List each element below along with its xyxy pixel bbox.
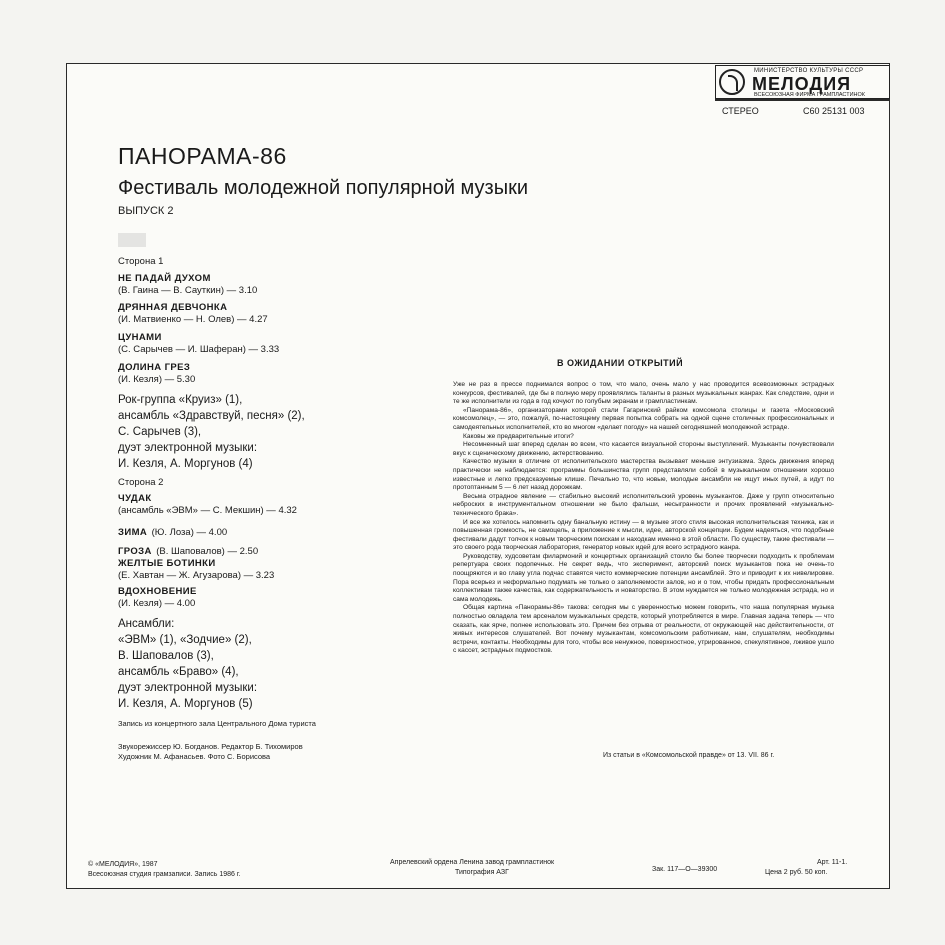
issue-number: ВЫПУСК 2 xyxy=(118,205,174,217)
article-paragraph: Несомненный шаг вперед сделан во всем, что касается визуальной стороны выступлений. Музыканты почувствовали вкус к сценическому движению, актерствованию. xyxy=(453,441,834,457)
melodiya-logo xyxy=(715,65,890,99)
performer-line: Ансамбли: xyxy=(118,618,175,630)
performer-line: ансамбль «Здравствуй, песня» (2), xyxy=(118,410,305,422)
production-credit: Звукорежиссер Ю. Богданов. Редактор Б. Тихомиров xyxy=(118,742,303,751)
article-source: Из статьи в «Комсомольской правде» от 13. VII. 86 г. xyxy=(603,752,775,759)
order-number: Зак. 117—О—39300 xyxy=(652,866,718,873)
ministry-line: МИНИСТЕРСТВО КУЛЬТУРЫ СССР xyxy=(754,68,864,74)
article-paragraph: Весьма отрадное явление — стабильно высокий исполнительский уровень музыкантов. Даже у групп относительно неброских в инструментальном отношении не было фальши, несыгранности и прочих проявлений «музыкально-технического брака». xyxy=(453,492,834,517)
article-paragraph: Руководству, худсоветам филармоний и концертных организаций стоило бы более творчески подходить к проблемам репертуара своих подопечных. Не секрет ведь, что эксперимент, авторский поиск музыкантов пока не очень-то поощряются и во главу угла подчас ставятся чисто коммерческие потенции ансамблей. Это и приводит к их нивелировке. Пора всерьез и неформально подумать не только о заполняемости залов, но и о том, чтобы придать профессиональным коллективам также качества, как содержательность и новаторство. В этом нуждается не только молодежная эстрада, но и сама молодежь. xyxy=(453,552,834,603)
performer-line: И. Кезля, А. Моргунов (4) xyxy=(118,458,253,470)
article-number: Арт. 11-1. xyxy=(817,859,848,866)
track-credit: (В. Гаина — В. Сауткин) — 3.10 xyxy=(118,285,258,296)
production-credit: Художник М. Афанасьев. Фото С. Борисова xyxy=(118,752,271,761)
article-paragraph: И все же хотелось напомнить одну банальную истину — в музыке этого стиля высокая исполнительская техника, как и повышенная громкость, не самоцель, а приложение к мысли, идее, авторской концепции. Будем надеяться, что подобные фестивали дадут толчок к новым творческим поискам и находкам именно в этой области. По существу, такие фестивали — это своего рода творческая лаборатория, генератор новых идей для всего эстрадного жанра. xyxy=(453,518,834,552)
performer-line: В. Шаповалов (3), xyxy=(118,650,214,662)
performer-line: И. Кезля, А. Моргунов (5) xyxy=(118,698,253,710)
print-line: Типография АЗГ xyxy=(455,869,509,876)
plant-line: Апрелевский ордена Ленина завод грампластинок xyxy=(390,859,555,866)
side-2-label: Сторона 2 xyxy=(118,477,164,488)
performer-line: С. Сарычев (3), xyxy=(118,426,202,438)
track-title: ВДОХНОВЕНИЕ xyxy=(118,586,197,597)
label-divider xyxy=(715,99,890,101)
stereo-label: СТЕРЕО xyxy=(722,106,759,116)
track-title: ГРОЗА xyxy=(118,546,152,557)
brand-name: МЕЛОДИЯ xyxy=(752,74,852,94)
performer-line: «ЭВМ» (1), «Зодчие» (2), xyxy=(118,634,252,646)
track-credit: (И. Кезля) — 5.30 xyxy=(118,374,196,385)
article-paragraph: Каковы же предварительные итоги? xyxy=(463,432,574,440)
track-credit: (С. Сарычев — И. Шаферан) — 3.33 xyxy=(118,344,280,355)
track-title: ЧУДАК xyxy=(118,493,152,504)
brand-subline: ВСЕСОЮЗНАЯ ФИРМА ГРАМПЛАСТИНОК xyxy=(754,92,865,98)
price: Цена 2 руб. 50 коп. xyxy=(765,869,828,876)
track-title: ДОЛИНА ГРЕЗ xyxy=(118,362,191,373)
performer-line: Рок-группа «Круиз» (1), xyxy=(118,394,243,406)
track-row xyxy=(118,541,258,559)
track-credit: (Ю. Лоза) — 4.00 xyxy=(151,527,228,538)
print-smudge xyxy=(118,233,146,247)
performer-line: ансамбль «Браво» (4), xyxy=(118,666,239,678)
track-credit: (В. Шаповалов) — 2.50 xyxy=(156,546,259,557)
album-title: ПАНОРАМА-86 xyxy=(118,143,287,169)
side-1-label: Сторона 1 xyxy=(118,256,164,267)
melodiya-emblem-icon xyxy=(719,69,745,95)
track-credit: (Е. Хавтан — Ж. Агузарова) — 3.23 xyxy=(118,570,275,581)
catalog-number: С60 25131 003 xyxy=(803,106,865,116)
track-title: ДРЯННАЯ ДЕВЧОНКА xyxy=(118,302,228,313)
recording-note: Запись из концертного зала Центрального Дома туриста xyxy=(118,719,316,728)
track-title: ЦУНАМИ xyxy=(118,332,162,343)
performer-line: дуэт электронной музыки: xyxy=(118,682,258,694)
track-title: ЖЕЛТЫЕ БОТИНКИ xyxy=(118,558,216,569)
article-paragraph: «Панорама-86», организаторами которой стали Гагаринский райком комсомола столицы и газета «Московский комсомолец», — это, пожалуй, по-настоящему первая попытка собрать на одной сцене столичных профессиональных и самодеятельных исполнителей, кто во многом «делает погоду» на нашей сегодняшней молодежной эстраде. xyxy=(453,406,834,431)
track-title: НЕ ПАДАЙ ДУХОМ xyxy=(118,273,211,284)
track-credit: (И. Матвиенко — Н. Олев) — 4.27 xyxy=(118,314,268,325)
article-paragraph: Общая картина «Панорамы-86» такова: сегодня мы с уверенностью можем говорить, что наша популярная музыка полностью овладела тем арсеналом музыкальных средств, который употребляется в мире. Главная задача теперь — что сказать, как ярче, полнее использовать это. Причем без отрыва от реальности, от окружающей нас действительности, от живых интересов слушателей. Вот почему музыкантам, комсомольским работникам, нам, слушателям, необходимы встречи, контакты. Необходимы для того, чтобы все ненужное, поверхностное, утрированное, спекулятивное, лживое ушло с кассет, эстрадных подмостков. xyxy=(453,604,834,655)
article-heading: В ОЖИДАНИИ ОТКРЫТИЙ xyxy=(557,358,684,368)
track-title: ЗИМА xyxy=(118,527,148,538)
track-credit: (И. Кезля) — 4.00 xyxy=(118,598,196,609)
performer-line: дуэт электронной музыки: xyxy=(118,442,258,454)
track-row xyxy=(118,522,227,540)
article-paragraph: Качество музыки в отличие от исполнительского мастерства вызывает меньше энтузиазма. Здесь движения вперед практически не наблюдается: программы большинства групп представляли собой в музыкальном отношении хорошо известные и легко предсказуемые клише. Печально то, что новые, молодые ансамбли не ищут иных путей, а идут по протоптанным 5 — 6 лет назад дорожкам. xyxy=(453,458,834,492)
article-paragraph: Уже не раз в прессе поднимался вопрос о том, что мало, очень мало у нас проводится всевозможных эстрадных конкурсов, фестивалей, где бы в полную меру проявлялись таланты в разных музыкальных жанрах. Как следствие, одни и те же исполнители из года в год кочуют по голубым экранам и грампластинкам. xyxy=(453,381,834,406)
album-subtitle: Фестиваль молодежной популярной музыки xyxy=(118,177,528,199)
copyright: © «МЕЛОДИЯ», 1987 xyxy=(88,861,158,868)
studio-line: Всесоюзная студия грамзаписи. Запись 1986 г. xyxy=(88,871,241,878)
article-body xyxy=(453,381,834,656)
track-credit: (ансамбль «ЭВМ» — С. Мекшин) — 4.32 xyxy=(118,505,297,516)
